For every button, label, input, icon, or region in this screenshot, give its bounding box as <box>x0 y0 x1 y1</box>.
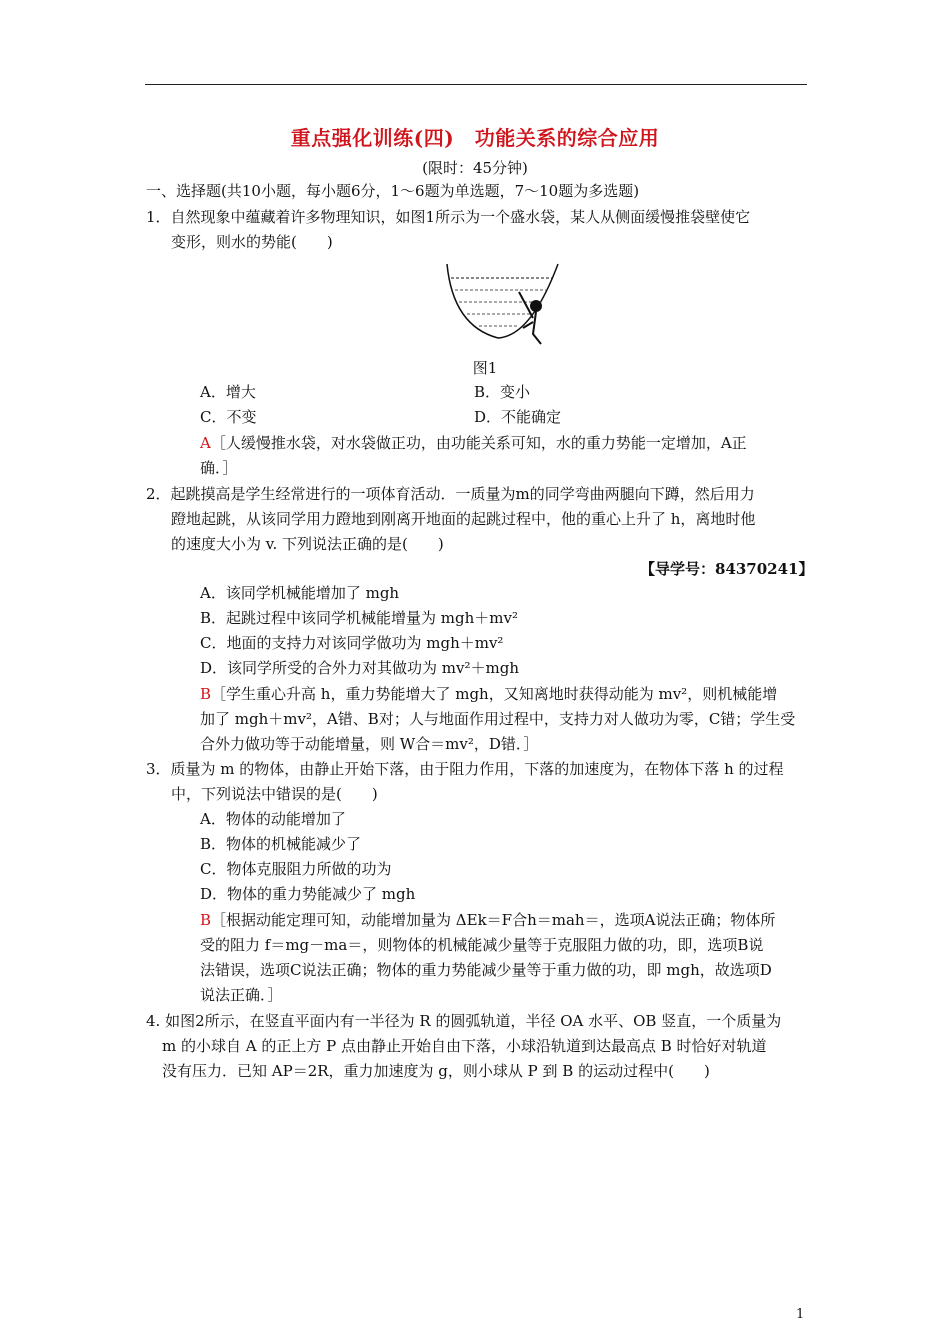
q2-answer: B <box>200 685 212 703</box>
q4-stem-line2: m 的小球自 A 的正上方 P 点由静止开始自由下落，小球沿轨道到达最高点 B 时恰好对轨道 <box>162 1037 767 1055</box>
q1-option-a: A．增大 <box>200 383 256 401</box>
q1-answer: A <box>200 434 211 452</box>
q4-stem-line3: 没有压力．已知 AP＝2R，重力加速度为 g，则小球从 P 到 B 的运动过程中( ) <box>162 1062 710 1080</box>
q2-stem-line2: 蹬地起跳，从该同学用力蹬地到刚离开地面的起跳过程中，他的重心上升了 h，离地时他 <box>171 510 756 528</box>
q1-option-b: B．变小 <box>474 383 531 401</box>
header-rule <box>145 84 807 85</box>
q2-stem-line1: 2．起跳摸高是学生经常进行的一项体育活动．一质量为m的同学弯曲两腿向下蹲，然后用力 <box>146 485 755 503</box>
q1-stem-line2: 变形，则水的势能( ) <box>171 233 333 251</box>
q4-stem-line1: 4. 如图2所示，在竖直平面内有一半径为 R 的圆弧轨道，半径 OA 水平、OB 竖直，一个质量为 <box>146 1012 782 1030</box>
q3-explanation-line3: 法错误，选项C说法正确；物体的重力势能减少量等于重力做的功，即 mgh，故选项D <box>200 961 772 979</box>
q2-option-b: B．起跳过程中该同学机械能增量为 mgh＋mv² <box>200 609 518 627</box>
q1-option-d: D．不能确定 <box>474 408 562 426</box>
page-number: 1 <box>796 1307 805 1322</box>
page-title: 重点强化训练(四) 功能关系的综合应用 <box>290 126 660 150</box>
guide-number: 【导学号：84370241】 <box>640 560 814 578</box>
q1-explanation-line1: A［人缓慢推水袋，对水袋做正功，由功能关系可知，水的重力势能一定增加，A正 <box>200 434 747 452</box>
q1-explanation-line2: 确．］ <box>200 459 238 477</box>
q3-option-a: A．物体的动能增加了 <box>200 810 346 828</box>
q3-option-d: D．物体的重力势能减少了 mgh <box>200 885 416 903</box>
q3-stem-line1: 3．质量为 m 的物体，由静止开始下落，由于阻力作用，下落的加速度为，在物体下落 h 的过程 <box>146 760 784 778</box>
q3-option-b: B．物体的机械能减少了 <box>200 835 362 853</box>
q3-answer: B <box>200 911 212 929</box>
q3-explanation-line2: 受的阻力 f＝mg－ma＝，则物体的机械能减少量等于克服阻力做的功，即，选项B说 <box>200 936 764 954</box>
q3-option-c: C．物体克服阻力所做的功为 <box>200 860 392 878</box>
q2-explanation-line2: 加了 mgh＋mv²，A错、B对；人与地面作用过程中，支持力对人做功为零，C错；学生受 <box>200 710 796 728</box>
q1-stem-line1: 1．自然现象中蕴藏着许多物理知识，如图1所示为一个盛水袋，某人从侧面缓慢推袋壁使它 <box>146 208 751 226</box>
q2-explanation-line3: 合外力做功等于动能增量，则 W合＝mv²，D错．］ <box>200 735 539 753</box>
q2-stem-line3: 的速度大小为 v. 下列说法正确的是( ) <box>171 535 444 553</box>
q3-explanation-line4: 说法正确．］ <box>200 986 283 1004</box>
q2-option-d: D．该同学所受的合外力对其做功为 mv²＋mgh <box>200 659 519 677</box>
q2-explanation-line1: B［学生重心升高 h，重力势能增大了 mgh，又知离地时获得动能为 mv²，则机械能增 <box>200 685 778 703</box>
figure1-caption: 图1 <box>472 359 498 377</box>
time-limit: (限时：45分钟) <box>422 159 528 177</box>
q2-option-c: C．地面的支持力对该同学做功为 mgh＋mv² <box>200 634 504 652</box>
water-bag-figure <box>443 256 563 346</box>
q1-option-c: C．不变 <box>200 408 257 426</box>
section-heading: 一、选择题(共10小题，每小题6分，1～6题为单选题，7～10题为多选题) <box>146 182 640 200</box>
q3-explanation-line1: B［根据动能定理可知，动能增加量为 ΔEk＝F合h＝mah＝，选项A说法正确；物体所 <box>200 911 776 929</box>
q3-stem-line2: 中，下列说法中错误的是( ) <box>171 785 378 803</box>
q2-option-a: A．该同学机械能增加了 mgh <box>200 584 400 602</box>
